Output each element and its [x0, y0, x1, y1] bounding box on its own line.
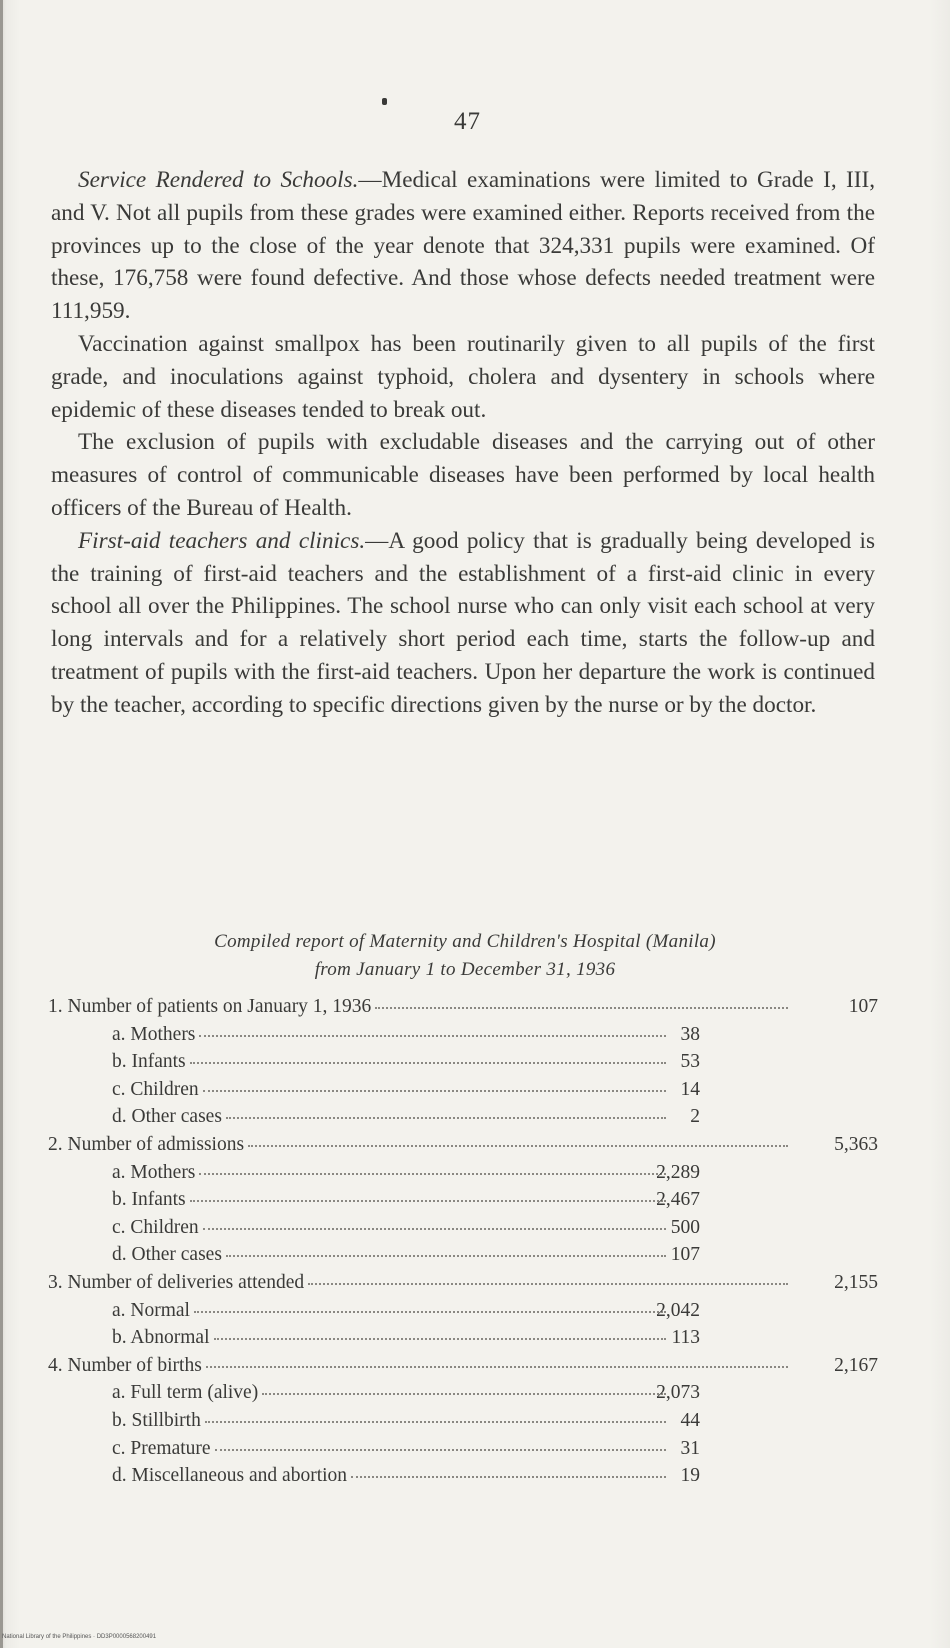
report-item-row — [48, 1379, 878, 1407]
report-item-value: 14 — [680, 1078, 700, 1100]
report-caption-line: Compiled report of Maternity and Children's Hospital (Manila) — [214, 931, 716, 952]
dot-leader — [248, 1144, 788, 1147]
report-item-label: d. Other cases — [112, 1106, 222, 1128]
report-item-row — [48, 1076, 878, 1104]
paragraph-text: —A good policy that is gradually being developed is the training of first-aid teachers and the establishment of a first-aid clinic in every school all over the Philippines. The school nurse who can only visit each school at very long intervals and for a relatively short period each time, starts the follow-up and treatment of pupils with the first-aid teachers. Upon her departure the work is continued by the teacher, according to specific directions given by the nurse or by the doctor. — [51, 527, 875, 718]
report-item-label: d. Other cases — [112, 1244, 222, 1266]
paragraph-text: Vaccination against smallpox has been routinarily given to all pupils of the first grade, and inoculations against typhoid, cholera and dysentery in schools where epidemic of these diseases tended to break out. — [51, 330, 875, 423]
report-caption — [0, 928, 950, 984]
scan-footer: National Library of the Philippines · DD3P0000568200491 — [2, 1634, 157, 1640]
page-spine-edge — [0, 0, 3, 1648]
report-caption-line: from January 1 to December 31, 1936 — [314, 959, 616, 980]
paragraph-lead: First-aid teachers and clinics. — [78, 527, 366, 554]
dot-leader — [190, 1199, 666, 1202]
dot-leader — [203, 1089, 666, 1092]
report-item-value: 107 — [670, 1244, 700, 1266]
report-item-row — [48, 1435, 878, 1463]
report-section-row — [48, 1131, 878, 1159]
report-item-label: d. Miscellaneous and abortion — [112, 1465, 348, 1487]
report-item-value: 38 — [680, 1023, 700, 1045]
report-section-label: 2. Number of admissions — [48, 1133, 245, 1155]
paragraph-service-rendered — [51, 164, 875, 328]
paragraph-lead: Service Rendered to Schools. — [78, 167, 359, 193]
report-section-row — [48, 1352, 878, 1380]
report-item-value: 2 — [690, 1106, 700, 1128]
report-item-row — [48, 1462, 878, 1490]
ink-speck — [382, 98, 387, 105]
report-item-row — [48, 1103, 878, 1131]
report-section-total: 5,363 — [834, 1133, 878, 1155]
report-item-value: 2,467 — [656, 1189, 700, 1211]
report-item-row — [48, 1297, 878, 1325]
report-item-value: 19 — [680, 1465, 700, 1487]
report-section-total: 2,167 — [834, 1354, 878, 1376]
report-item-value: 113 — [671, 1327, 700, 1349]
report-item-value: 44 — [680, 1409, 700, 1431]
report-item-label: a. Full term (alive) — [112, 1382, 259, 1404]
report-section-row — [48, 1269, 878, 1297]
dot-leader — [194, 1310, 666, 1313]
report-item-value: 2,042 — [656, 1299, 700, 1321]
report-item-row — [48, 1407, 878, 1435]
report-section-total: 2,155 — [834, 1271, 878, 1293]
dot-leader — [214, 1337, 667, 1340]
report-item-label: c. Children — [112, 1078, 199, 1100]
dot-leader — [199, 1034, 666, 1037]
paragraph-exclusion — [51, 426, 875, 524]
body-text — [51, 164, 875, 722]
report-item-label: b. Stillbirth — [112, 1409, 201, 1431]
page-number: 47 — [454, 108, 481, 135]
report-item-row — [48, 1214, 878, 1242]
report-item-value: 31 — [680, 1437, 700, 1459]
paragraph-text: —Medical examinations were limited to Grade I, III, and V. Not all pupils from these grades were examined either. Reports received from the provinces up to the close of the year denote that 324,331 pupils were examined. Of these, 176,758 were found defective. And those whose defects needed treatment were 111,959. — [51, 167, 875, 325]
report-item-row — [48, 1324, 878, 1352]
report-item-value: 2,073 — [656, 1382, 700, 1404]
report-item-label: a. Mothers — [112, 1161, 196, 1183]
report-section-label: 3. Number of deliveries attended — [48, 1271, 305, 1293]
report-item-label: c. Children — [112, 1216, 199, 1238]
report-item-row — [48, 1186, 878, 1214]
report-item-label: a. Mothers — [112, 1023, 196, 1045]
report-section-row — [48, 993, 878, 1021]
report-item-row — [48, 1159, 878, 1187]
report-item-row — [48, 1048, 878, 1076]
dot-leader — [206, 1365, 788, 1368]
dot-leader — [262, 1392, 666, 1395]
report-item-label: c. Premature — [112, 1437, 211, 1459]
report-section-label: 1. Number of patients on January 1, 1936 — [48, 996, 372, 1017]
report-item-row — [48, 1241, 878, 1269]
dot-leader — [375, 1006, 788, 1009]
paragraph-text: The exclusion of pupils with excludable diseases and the carrying out of other measures of control of communicable diseases have been performed by local health officers of the Bureau of Health. — [51, 429, 875, 521]
report-item-label: a. Normal — [112, 1299, 190, 1321]
report-table — [48, 993, 878, 1490]
report-section-label: 4. Number of births — [48, 1354, 202, 1376]
dot-leader — [205, 1420, 666, 1423]
report-item-value: 2,289 — [656, 1161, 700, 1183]
report-item-label: b. Abnormal — [112, 1327, 210, 1349]
report-section-total: 107 — [848, 996, 878, 1017]
dot-leader — [203, 1227, 666, 1230]
report-item-label: b. Infants — [112, 1051, 186, 1073]
report-item-label: b. Infants — [112, 1189, 186, 1211]
report-item-row — [48, 1021, 878, 1049]
report-item-value: 53 — [680, 1051, 700, 1073]
paragraph-vaccination — [51, 328, 875, 426]
dot-leader — [226, 1116, 666, 1119]
dot-leader — [190, 1061, 666, 1064]
dot-leader — [226, 1254, 666, 1257]
dot-leader — [351, 1475, 666, 1478]
dot-leader — [199, 1172, 666, 1175]
report-item-value: 500 — [670, 1216, 700, 1238]
dot-leader — [308, 1282, 788, 1285]
dot-leader — [215, 1448, 666, 1451]
paragraph-first-aid — [51, 525, 875, 722]
